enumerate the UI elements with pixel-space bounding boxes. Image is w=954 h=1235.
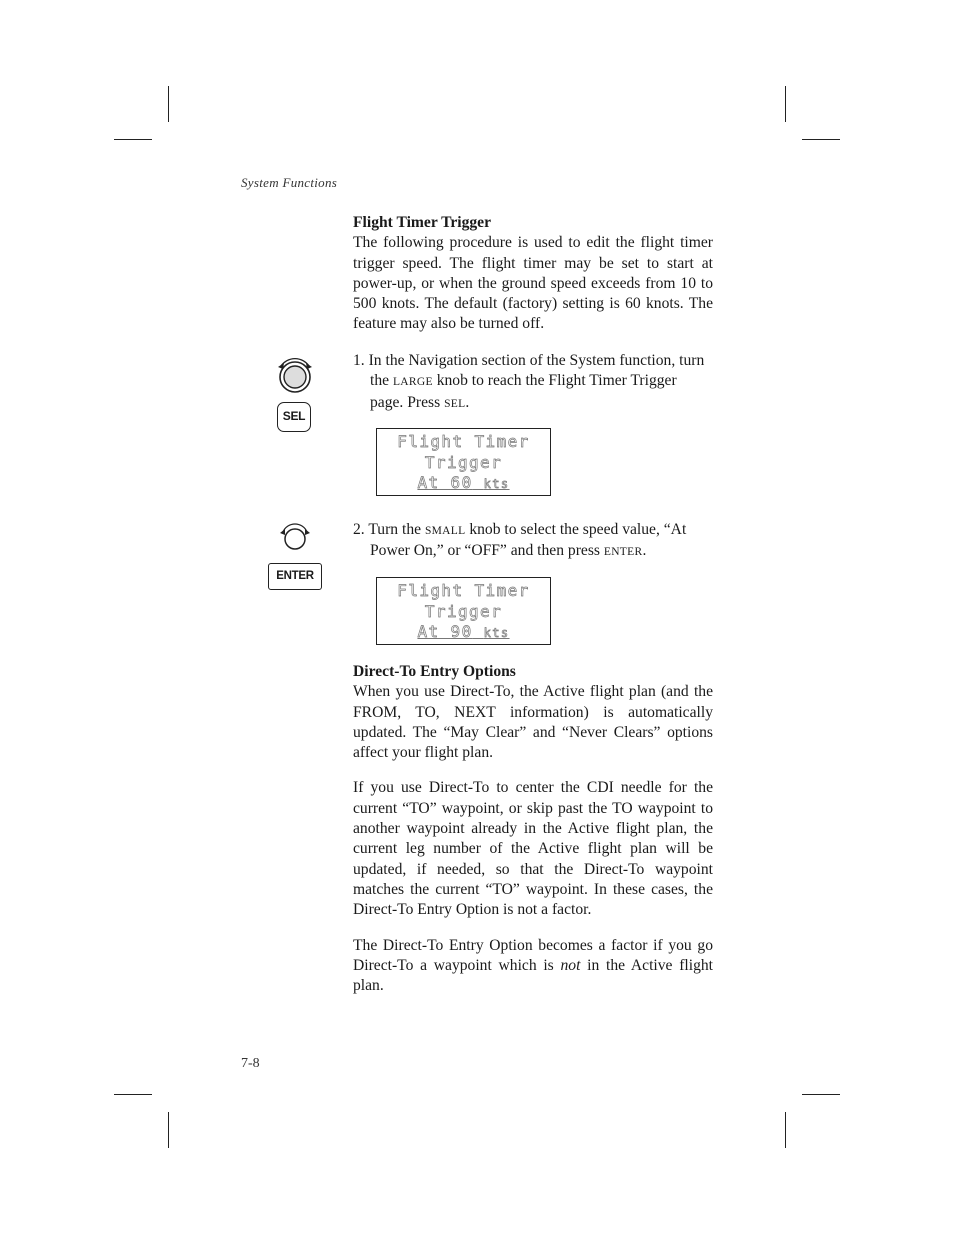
crop-mark (114, 1094, 152, 1095)
crop-mark (785, 1112, 786, 1148)
section-heading: Flight Timer Trigger (353, 214, 492, 231)
step-text: Turn the (368, 521, 425, 538)
crop-mark (785, 86, 786, 122)
step-number: 1. (353, 352, 365, 369)
sel-keyword: SEL (444, 397, 466, 410)
section-label: System Functions (241, 175, 338, 190)
direct-to-section (353, 662, 713, 996)
lcd-prefix: At (417, 622, 451, 641)
flight-timer-section (353, 213, 713, 335)
lcd-line-2: Trigger (424, 602, 503, 621)
step-text: knob to reach the Flight Timer Trigger page. Press (370, 372, 677, 411)
lcd-speed-value: 60 (450, 473, 473, 492)
lcd-line-1: Flight Timer (397, 581, 530, 600)
large-keyword: LARGE (392, 376, 433, 389)
small-knob-icon (277, 522, 313, 554)
step-2 (353, 520, 713, 563)
paragraph (353, 936, 713, 997)
intro-paragraph: The following procedure is used to edit the flight timer trigger speed. The flight timer may be set to start at power-up, or when the ground speed exceeds from 10 to 500 knots. The default (factory) setting is 60 knots. The feature may also be turned off. (353, 234, 713, 333)
lcd-unit: kts (483, 626, 510, 640)
step-text: In the Navigation section of the System function, turn the (368, 352, 705, 390)
large-knob-icon (274, 354, 316, 396)
lcd-speed-value: 90 (450, 622, 473, 641)
page-number: 7-8 (241, 1056, 260, 1071)
lcd-unit: kts (483, 477, 510, 491)
crop-mark (802, 139, 840, 140)
enter-button: ENTER (268, 563, 322, 590)
crop-mark (114, 139, 152, 140)
crop-mark (168, 86, 169, 122)
lcd-display-2 (376, 577, 551, 645)
small-keyword: SMALL (424, 525, 466, 537)
step-text: knob to select the speed value, “At Power On,” or “OFF” and then press (370, 521, 687, 560)
lcd-line-3 (377, 622, 550, 641)
step-1 (353, 351, 713, 414)
paragraph-text: in the Active flight plan. (353, 956, 713, 995)
enter-keyword: ENTER (603, 546, 643, 559)
lcd-line-2: Trigger (424, 453, 503, 472)
lcd-line-3 (377, 473, 550, 492)
lcd-display-1 (376, 428, 551, 496)
crop-mark (168, 1112, 169, 1148)
paragraph: When you use Direct-To, the Active flight plan (and the FROM, TO, NEXT information) is automatically updated. The “May Clear” and “Never Clears” options affect your flight plan. (353, 683, 713, 762)
paragraph: If you use Direct-To to center the CDI needle for the current “TO” waypoint, or skip past the TO waypoint to another waypoint already in the Active flight plan, the current leg number of the Active flight plan will be updated, if needed, so that the Direct-To waypoint matches the current “TO” waypoint. In these cases, the Direct-To Entry Option is not a factor. (353, 779, 713, 919)
lcd-line-1: Flight Timer (397, 432, 530, 451)
step-text: . (465, 393, 470, 411)
sel-button: SEL (277, 402, 311, 432)
paragraph-text: The Direct-To Entry Option becomes a factor if you go Direct-To a waypoint which is (353, 936, 713, 974)
lcd-prefix: At (417, 473, 451, 492)
section-heading: Direct-To Entry Options (353, 663, 516, 680)
step-number: 2. (353, 521, 365, 538)
step-text: . (642, 542, 647, 560)
emphasis: not (560, 956, 581, 974)
crop-mark (802, 1094, 840, 1095)
